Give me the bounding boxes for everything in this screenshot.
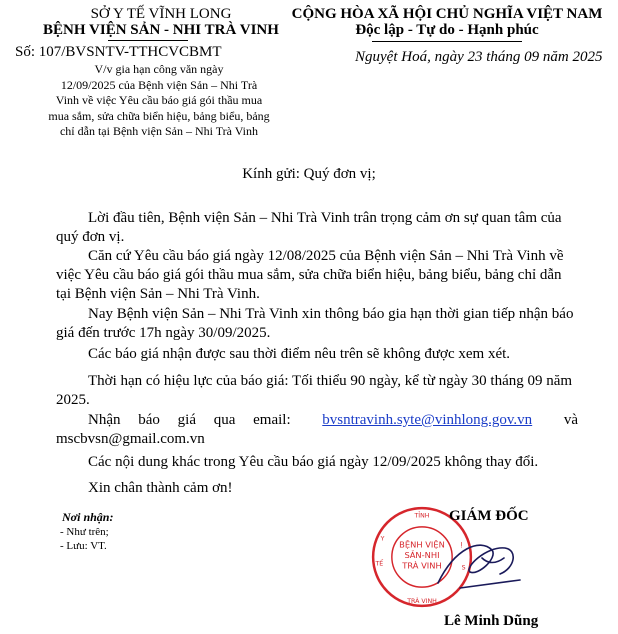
paragraph-email bbox=[56, 411, 578, 449]
svg-text:TRÀ VINH: TRÀ VINH bbox=[402, 560, 442, 571]
svg-text:S: S bbox=[461, 564, 466, 572]
paragraph-validity: Thời hạn có hiệu lực của báo giá: Tối thiểu 90 ngày, kể từ ngày 30 tháng 09 năm 2025. bbox=[56, 373, 573, 408]
email-link-primary[interactable]: bvsntravinh.syte@vinhlong.gov.vn bbox=[322, 412, 533, 428]
recipients-title: Nơi nhận: bbox=[62, 510, 114, 524]
paragraph-unchanged: Các nội dung khác trong Yêu cầu báo giá ngày 12/09/2025 không thay đổi. bbox=[88, 454, 539, 470]
paragraph-closing: Xin chân thành cảm ơn! bbox=[88, 480, 233, 496]
hospital-name: BỆNH VIỆN SẢN - NHI TRÀ VINH bbox=[43, 22, 279, 38]
salutation: Kính gửi: Quý đơn vị; bbox=[242, 166, 376, 182]
svg-text:SẢN-NHI: SẢN-NHI bbox=[404, 550, 440, 561]
email-secondary: mscbvsn@gmail.com.vn bbox=[56, 431, 205, 447]
paragraph-extension: Nay Bệnh viện Sản – Nhi Trà Vinh xin thông báo gia hạn thời gian tiếp nhận báo giá đến trước 17h ngày 30/09/2025. bbox=[56, 306, 574, 341]
svg-text:TẾ: TẾ bbox=[375, 560, 384, 568]
national-motto: Độc lập - Tự do - Hạnh phúc bbox=[355, 22, 539, 38]
svg-text:Ị: Ị bbox=[460, 541, 463, 549]
svg-text:TRÀ VINH: TRÀ VINH bbox=[407, 597, 437, 605]
paragraph-thanks: Lời đầu tiên, Bệnh viện Sản – Nhi Trà Vinh trân trọng cảm ơn sự quan tâm của quý đơn vị. bbox=[56, 210, 562, 245]
motto-underline bbox=[372, 41, 522, 42]
svg-text:TỈNH: TỈNH bbox=[414, 512, 430, 520]
svg-text:BỆNH VIỆN: BỆNH VIỆN bbox=[399, 539, 445, 550]
recipient-item: - Lưu: VT. bbox=[60, 540, 107, 552]
subject-line: Vinh về việc Yêu cầu báo giá gói thầu mua bbox=[55, 93, 263, 107]
hospital-underline bbox=[108, 40, 188, 41]
signer-name: Lê Minh Dũng bbox=[444, 613, 539, 629]
subject-line: chỉ dẫn tại Bệnh viện Sản – Nhi Trà Vinh bbox=[59, 124, 259, 138]
department-name: SỞ Y TẾ VĨNH LONG bbox=[90, 6, 232, 22]
subject-line: V/v gia hạn công văn ngày bbox=[94, 62, 224, 76]
paragraph-basis: Căn cứ Yêu cầu báo giá ngày 12/08/2025 của Bệnh viện Sản – Nhi Trà Vinh về việc Yêu cầu báo giá gói thầu mua sắm, sửa chữa biển hiệu, bảng biểu, bảng chỉ dẫn tại Bệnh viện Sản – Nhi Trà Vinh. bbox=[56, 248, 564, 302]
email-prefix-word: Nhận báo giá qua email: bbox=[88, 412, 291, 428]
svg-text:Y: Y bbox=[380, 535, 385, 543]
email-and: và bbox=[563, 412, 578, 428]
handwritten-signature bbox=[420, 528, 540, 603]
national-title: CỘNG HÒA XÃ HỘI CHỦ NGHĨA VIỆT NAM bbox=[291, 6, 603, 22]
recipient-item: - Như trên; bbox=[60, 526, 109, 538]
document-number: Số: 107/BVSNTV-TTHCVCBMT bbox=[15, 44, 222, 60]
signer-title: GIÁM ĐỐC bbox=[449, 508, 529, 524]
subject-line: 12/09/2025 của Bệnh viện Sản – Nhi Trà bbox=[60, 77, 258, 92]
subject-line: mua sắm, sửa chữa biển hiệu, bảng biểu, bảng bbox=[48, 108, 270, 123]
paragraph-late-quotes: Các báo giá nhận được sau thời điểm nêu trên sẽ không được xem xét. bbox=[88, 346, 511, 362]
subject-block bbox=[0, 62, 318, 140]
place-date: Nguyệt Hoá, ngày 23 tháng 09 năm 2025 bbox=[355, 49, 603, 65]
